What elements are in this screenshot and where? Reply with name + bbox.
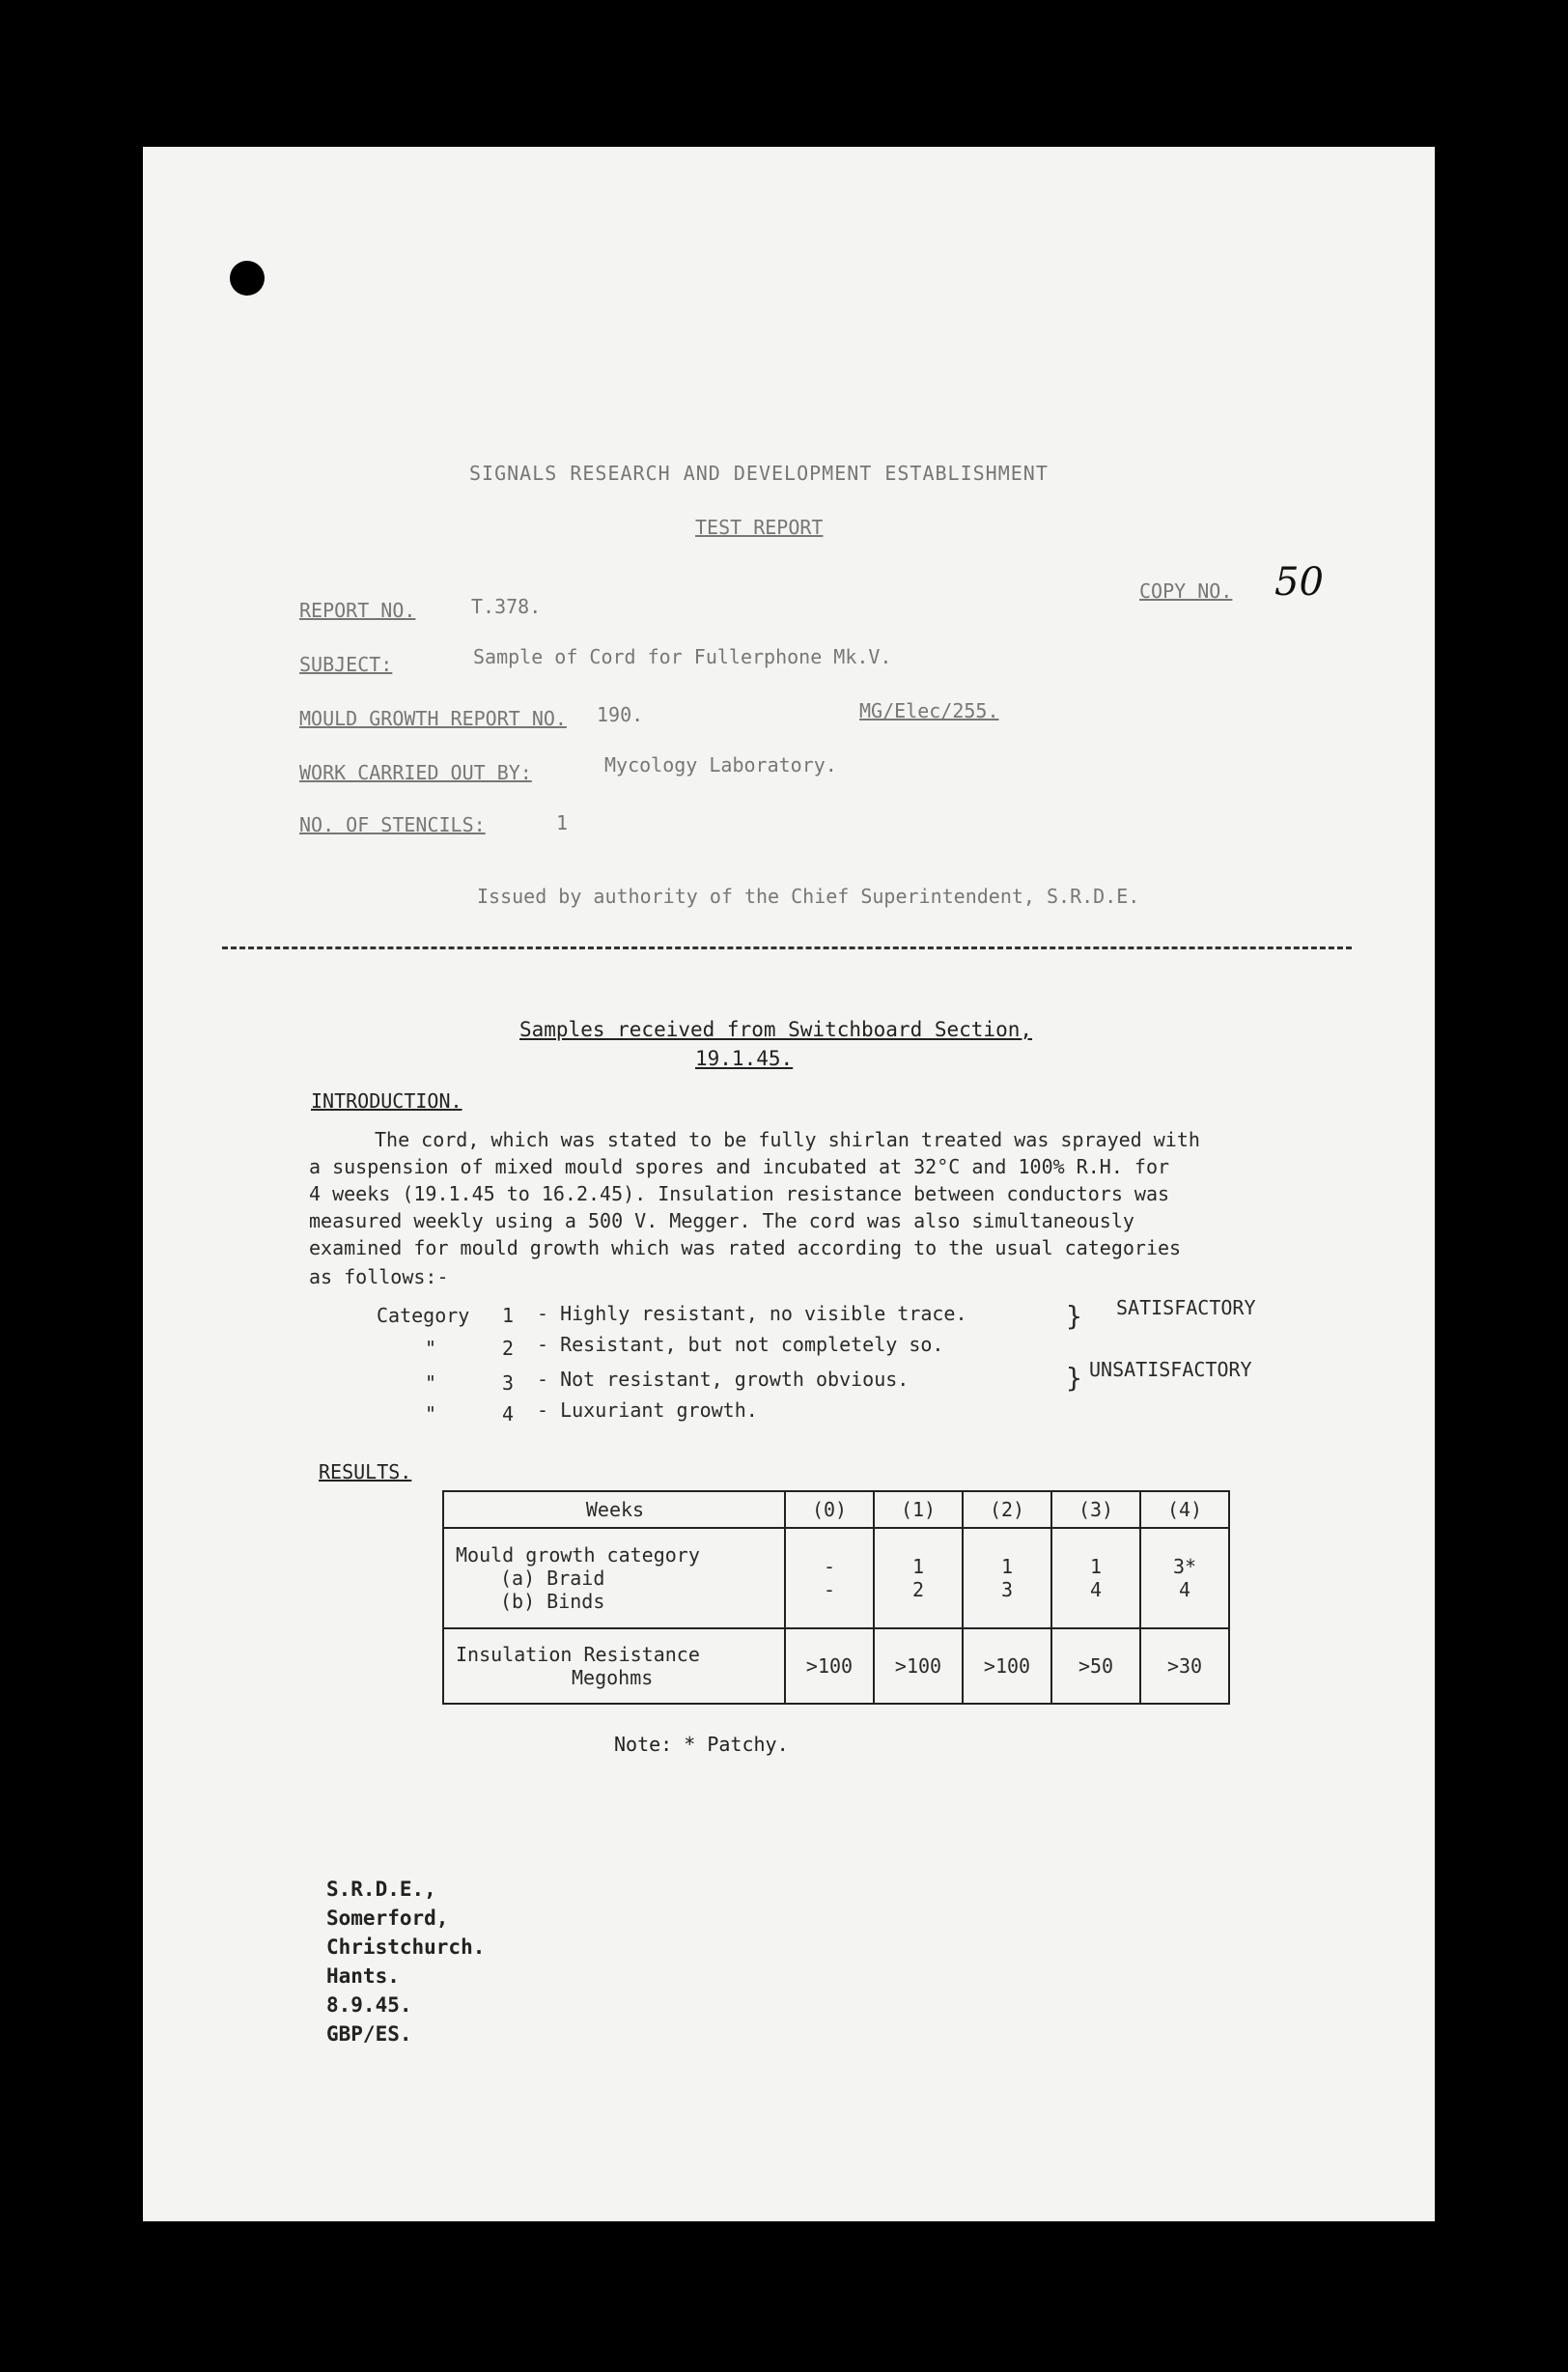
mould-growth-cell xyxy=(443,1528,785,1628)
rating-satisfactory: SATISFACTORY xyxy=(1116,1296,1256,1319)
megohms-label: Megohms xyxy=(572,1666,654,1689)
intro-line: as follows:- xyxy=(309,1265,449,1288)
insulation-value: >100 xyxy=(874,1628,963,1704)
weeks-header: Weeks xyxy=(443,1491,785,1528)
insulation-value: >100 xyxy=(785,1628,874,1704)
samples-line-2: 19.1.45. xyxy=(695,1047,794,1070)
address-line: Somerford, xyxy=(326,1906,449,1930)
binds-label: (b) Binds xyxy=(500,1590,605,1613)
subject-value: Sample of Cord for Fullerphone Mk.V. xyxy=(473,645,892,668)
brace-icon: } xyxy=(1066,1300,1082,1332)
mould-report-ref: MG/Elec/255. xyxy=(859,699,999,722)
binds-value: - xyxy=(823,1578,836,1601)
intro-line: 4 weeks (19.1.45 to 16.2.45). Insulation resistance between conductors was xyxy=(309,1182,1170,1205)
address-line: GBP/ES. xyxy=(326,2022,412,2046)
category-number: 4 xyxy=(502,1402,515,1426)
week-header: (4) xyxy=(1140,1491,1229,1528)
insulation-cell xyxy=(443,1628,785,1704)
insulation-value: >50 xyxy=(1051,1628,1140,1704)
mould-report-no: 190. xyxy=(597,703,644,726)
growth-cell xyxy=(785,1528,874,1628)
punch-hole xyxy=(230,261,265,296)
results-heading: RESULTS. xyxy=(319,1460,412,1483)
intro-line: a suspension of mixed mould spores and incubated at 32°C and 100% R.H. for xyxy=(309,1155,1170,1178)
work-value: Mycology Laboratory. xyxy=(604,753,837,777)
binds-value: 2 xyxy=(911,1578,925,1601)
table-row xyxy=(443,1528,1229,1628)
category-prefix: " xyxy=(425,1337,437,1360)
insulation-label: Insulation Resistance xyxy=(456,1643,700,1666)
copy-number: 50 xyxy=(1274,560,1324,605)
category-number: 2 xyxy=(502,1337,515,1360)
establishment-title: SIGNALS RESEARCH AND DEVELOPMENT ESTABLISHMENT xyxy=(469,462,1049,485)
address-line: Christchurch. xyxy=(326,1935,486,1959)
intro-line: measured weekly using a 500 V. Megger. The cord was also simultaneously xyxy=(309,1209,1134,1232)
binds-value: 4 xyxy=(1178,1578,1191,1601)
insulation-value: >30 xyxy=(1140,1628,1229,1704)
category-text: - Resistant, but not completely so. xyxy=(537,1333,944,1356)
growth-cell xyxy=(874,1528,963,1628)
mould-report-label: MOULD GROWTH REPORT NO. xyxy=(299,707,567,730)
week-header: (3) xyxy=(1051,1491,1140,1528)
intro-line: The cord, which was stated to be fully shirlan treated was sprayed with xyxy=(375,1128,1200,1151)
insulation-value: >100 xyxy=(963,1628,1051,1704)
report-no-value: T.378. xyxy=(471,595,542,618)
braid-value: 1 xyxy=(1000,1555,1014,1578)
stencils-label: NO. OF STENCILS: xyxy=(299,813,486,836)
category-prefix: Category xyxy=(377,1304,470,1327)
growth-cell xyxy=(1051,1528,1140,1628)
week-header: (0) xyxy=(785,1491,874,1528)
report-no-label: REPORT NO. xyxy=(299,599,416,622)
braid-value: - xyxy=(823,1555,836,1578)
mould-growth-label: Mould growth category xyxy=(456,1543,700,1567)
samples-line-1: Samples received from Switchboard Section, xyxy=(519,1018,1033,1041)
intro-line: examined for mould growth which was rated according to the usual categories xyxy=(309,1236,1182,1259)
category-number: 1 xyxy=(502,1304,515,1327)
address-line: S.R.D.E., xyxy=(326,1878,436,1901)
category-text: - Not resistant, growth obvious. xyxy=(537,1368,910,1391)
rating-unsatisfactory: UNSATISFACTORY xyxy=(1089,1358,1252,1381)
binds-value: 3 xyxy=(1000,1578,1014,1601)
copy-label: COPY NO. xyxy=(1139,579,1233,603)
braid-label: (a) Braid xyxy=(500,1567,605,1590)
address-line: 8.9.45. xyxy=(326,1993,412,2017)
growth-cell xyxy=(1140,1528,1229,1628)
table-note: Note: * Patchy. xyxy=(614,1733,789,1756)
category-prefix: " xyxy=(425,1371,437,1395)
braid-value: 1 xyxy=(911,1555,925,1578)
brace-icon: } xyxy=(1066,1362,1082,1394)
growth-cell xyxy=(963,1528,1051,1628)
doc-type-title: TEST REPORT xyxy=(695,516,824,539)
table-row xyxy=(443,1628,1229,1704)
category-text: - Highly resistant, no visible trace. xyxy=(537,1302,967,1325)
week-header: (1) xyxy=(874,1491,963,1528)
work-label: WORK CARRIED OUT BY: xyxy=(299,761,532,784)
stencils-value: 1 xyxy=(556,811,569,834)
subject-label: SUBJECT: xyxy=(299,653,393,676)
results-table xyxy=(442,1490,1230,1705)
category-prefix: " xyxy=(425,1402,437,1426)
intro-heading: INTRODUCTION. xyxy=(311,1089,462,1113)
binds-value: 4 xyxy=(1089,1578,1103,1601)
table-row xyxy=(443,1491,1229,1528)
issued-line: Issued by authority of the Chief Superintendent, S.R.D.E. xyxy=(477,885,1140,908)
category-text: - Luxuriant growth. xyxy=(537,1398,758,1422)
week-header: (2) xyxy=(963,1491,1051,1528)
divider-rule xyxy=(222,946,1352,949)
address-line: Hants. xyxy=(326,1964,400,1988)
braid-value: 3* xyxy=(1172,1555,1197,1578)
braid-value: 1 xyxy=(1089,1555,1103,1578)
category-number: 3 xyxy=(502,1371,515,1395)
